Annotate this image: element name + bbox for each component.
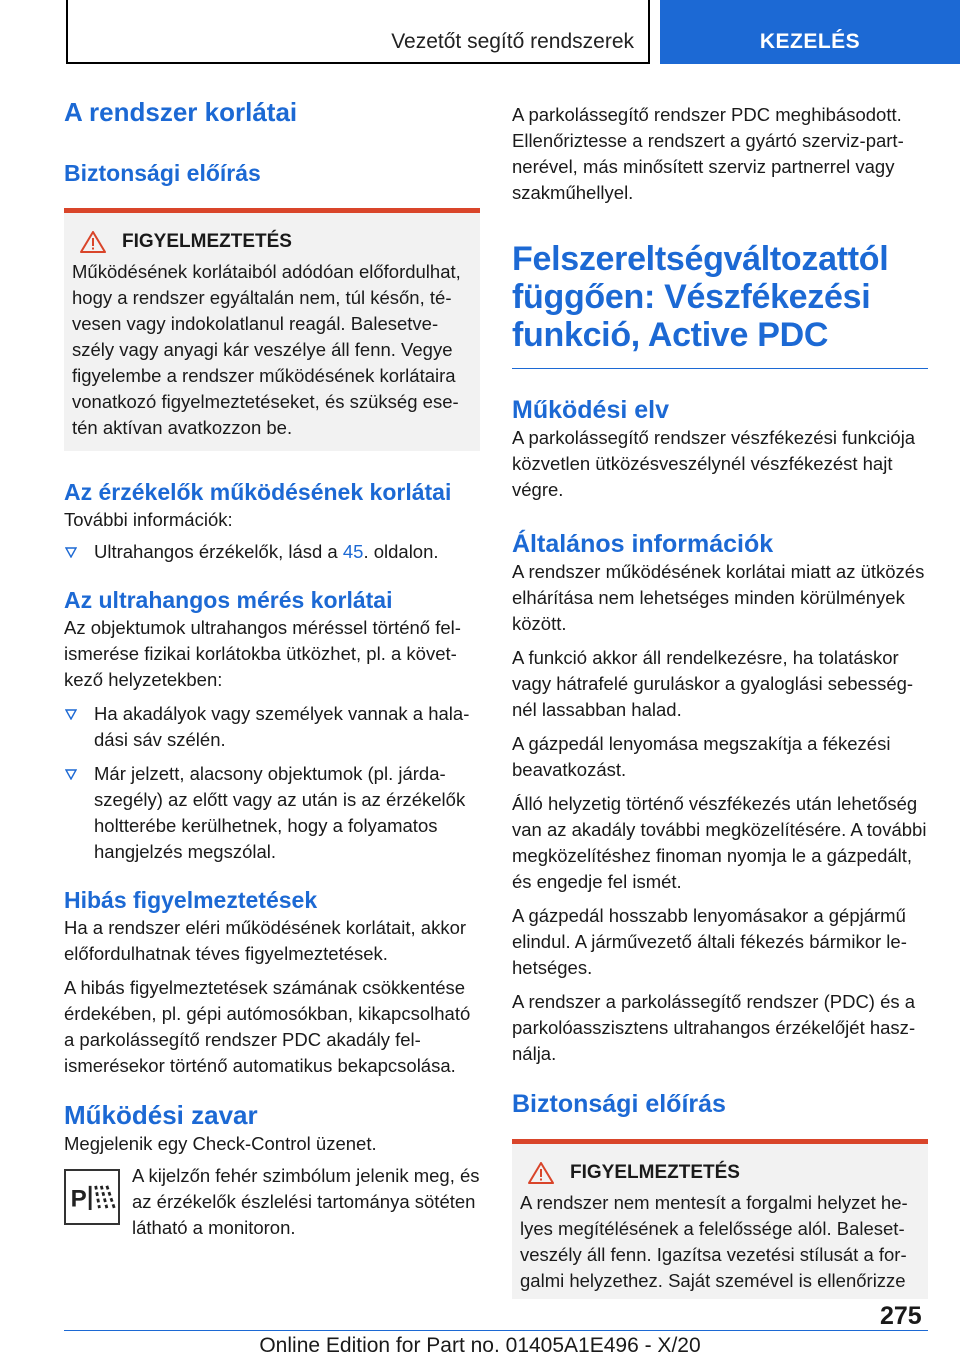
sensor-limits-intro: További információk: <box>64 509 233 530</box>
left-column <box>64 96 480 1241</box>
triangle-bullet-icon <box>65 547 77 558</box>
warning-triangle-icon <box>528 1162 554 1184</box>
ultrasonic-list <box>64 701 480 865</box>
heading-safety-note-right: Biztonsági előírás <box>512 1090 726 1118</box>
list-item <box>64 701 480 753</box>
warning-title: FIGYELMEZTETÉS <box>570 1162 740 1183</box>
sensor-limits-list <box>64 539 480 565</box>
false-warnings-p1: Ha a rendszer eléri működésének korlátait, akkor előfordulhatnak téves figyelmeztetések. <box>64 917 467 964</box>
page-header <box>0 0 960 66</box>
ultrasonic-item-2: Már jelzett, alacsony objektumok (pl. járdaszegély) az előtt vagy az után is az érzékelők holtterébe kerülhetnek, hogy a folyamatos hangjelzés megszólal. <box>94 763 466 862</box>
right-column <box>512 102 928 1299</box>
chapter-tab <box>660 0 960 64</box>
heading-ultrasonic-limits: Az ultrahangos mérés korlátai <box>64 587 393 613</box>
triangle-bullet-icon <box>65 709 77 720</box>
list-item <box>64 539 480 565</box>
malfunction-icon-text: A kijelzőn fehér szimbólum jelenik meg, és az érzékelők észlelési tartománya sötéten látható a monitoron. <box>132 1165 480 1238</box>
general-p2: A funkció akkor áll rendelkezésre, ha tolatáskor vagy hátrafelé guruláskor a gyaloglási sebességnél lassabban halad. <box>512 647 914 720</box>
general-p1: A rendszer működésének korlátai miatt az ütközés elhárítása nem lehetséges minden körülmények között. <box>512 561 925 634</box>
warning-title-row <box>528 1160 920 1186</box>
general-p5: A gázpedál hosszabb lenyomásakor a gépjármű elindul. A járművezető általi fékezés bármikor lehetséges. <box>512 905 907 978</box>
sensor-item-suffix: . oldalon. <box>363 541 439 562</box>
heading-false-warnings: Hibás figyelmeztetések <box>64 887 318 913</box>
svg-text:P: P <box>70 1185 87 1213</box>
footer-edition: Online Edition for Part no. 01405A1E496 - X/20 <box>259 1334 701 1357</box>
warning-title-row <box>80 229 472 255</box>
heading-safety-note: Biztonsági előírás <box>64 160 261 186</box>
general-p3: A gázpedál lenyomása megszakítja a fékezési beavatkozást. <box>512 733 891 780</box>
section-title: Vezetőt segítő rendszerek <box>391 30 634 53</box>
heading-malfunction: Működési zavar <box>64 1100 258 1130</box>
page-number: 275 <box>880 1302 922 1330</box>
general-p4: Álló helyzetig történő vészfékezés után lehetőség van az akadály további megközelítésére. A további megközelítéshez finoman nyomja le a gázpedált, és engedje fel ismét. <box>512 793 927 892</box>
warning-triangle-icon <box>80 231 106 253</box>
pdc-malfunction-text: A parkolássegítő rendszer PDC meghibásodott. Ellenőriztesse a rendszert a gyártó szerviz-partnerével, más minősített szerviz partnerrel vagy szakműhellyel. <box>512 104 904 203</box>
heading-rule <box>512 368 928 369</box>
heading-sensor-limits: Az érzékelők működésének korlátai <box>64 479 452 505</box>
heading-system-limits: A rendszer korlátai <box>64 97 298 127</box>
ultrasonic-item-1: Ha akadályok vagy személyek vannak a haladási sáv szélén. <box>94 703 470 750</box>
section-tab <box>66 0 650 64</box>
malfunction-icon-row <box>64 1163 480 1241</box>
sensor-item-prefix: Ultrahangos érzékelők, lásd a <box>94 541 343 562</box>
principle-text: A parkolássegítő rendszer vészfékezési funkciója közvetlen ütközésveszélynél vészfékezést hajt végre. <box>512 427 916 500</box>
heading-emergency-brake: Felszereltségváltozattól függően: Vészfékezési funkció, Active PDC <box>512 240 889 354</box>
malfunction-p1: Megjelenik egy Check-Control üzenet. <box>64 1133 377 1154</box>
general-p6: A rendszer a parkolássegítő rendszer (PDC) és a parkolóasszisztens ultrahangos érzékelőjét használja. <box>512 991 916 1064</box>
heading-general-info: Általános információk <box>512 530 774 558</box>
chapter-title: KEZELÉS <box>759 30 861 53</box>
warning-text-right: A rendszer nem mentesít a forgalmi helyzet helyes megítélésének a felelőssége alól. Balesetveszély áll fenn. Igazítsa vezetési stílusát a forgalmi helyzethez. Saját szemével is ellenőrizze <box>520 1192 908 1291</box>
false-warnings-p2: A hibás figyelmeztetések számának csökkentése érdekében, pl. gépi autómosókban, kikapcsolható a parkolássegítő rendszer PDC akadály felismerésekor történő automatikus bekapcsolása. <box>64 977 471 1076</box>
ultrasonic-intro: Az objektumok ultrahangos méréssel történő felismerése fizikai korlátokba ütközhet, pl. a következő helyzetekben: <box>64 617 461 690</box>
list-item <box>64 761 480 865</box>
heading-principle: Működési elv <box>512 396 669 424</box>
warning-box-right <box>512 1139 928 1299</box>
page-link-45[interactable]: 45 <box>342 541 364 562</box>
warning-text: Működésének korlátaiból adódóan előfordulhat, hogy a rendszer egyáltalán nem, túl későn, tévesen vagy indokolatlanul reagál. Balesetveszély vagy anyagi kár veszélye áll fenn. Vegye figyelembe a rendszer működésének korlátaira vonatkozó figyelmeztetéseket, és szükség esetén aktívan avatkozzon be. <box>72 261 461 438</box>
pdc-sensor-icon <box>64 1169 120 1225</box>
triangle-bullet-icon <box>65 769 77 780</box>
warning-title: FIGYELMEZTETÉS <box>122 231 292 252</box>
warning-box <box>64 208 480 451</box>
footer-rule <box>64 1330 928 1331</box>
